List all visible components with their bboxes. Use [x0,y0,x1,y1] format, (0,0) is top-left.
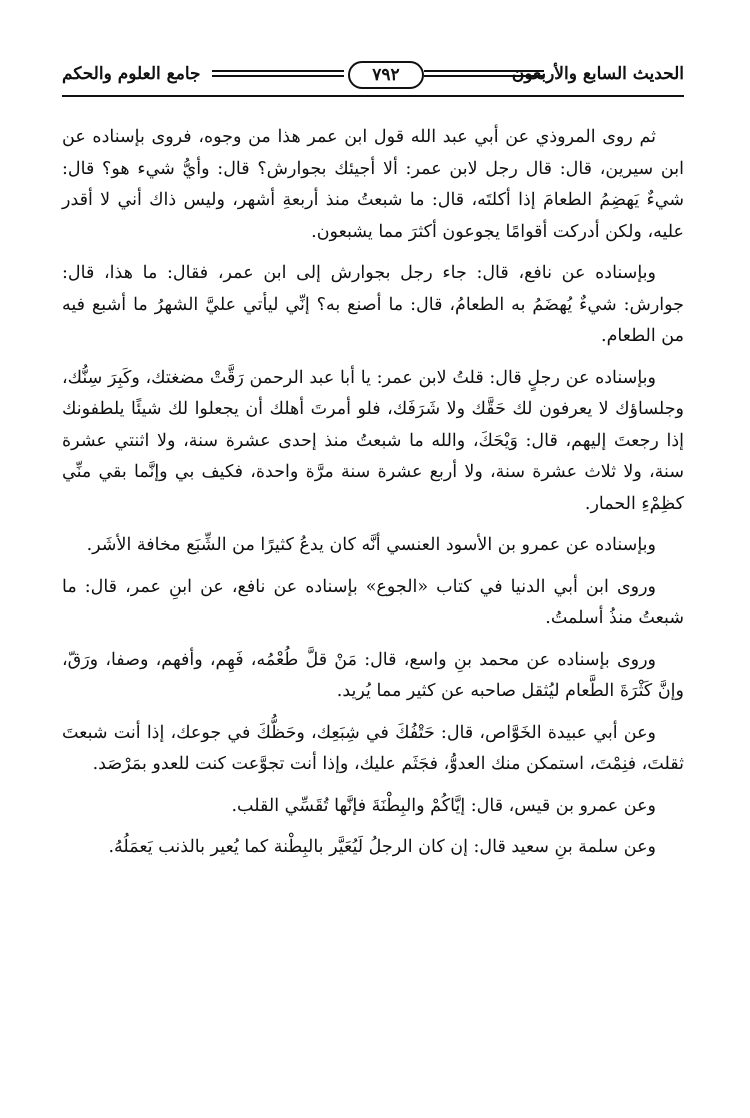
paragraph: وعن سلمة بنِ سعيد قال: إن كان الرجلُ لَيُعَيَّر بالبِطْنة كما يُعير بالذنب يَعمَلُهُ. [108,837,656,857]
header-double-rule-right [424,70,544,77]
body-text [62,122,684,874]
header-double-rule-left [212,70,344,77]
paragraph: وبإسناده عن رجلٍ قال: قلتُ لابن عمر: يا أبا عبد الرحمن رَقَّتْ مضغتك، وكَبِرَ سِنُّك، وجلساؤك لا يعرفون لك حَقَّك ولا شَرَفَك، فلو أمرتَ أهلك أن يجعلوا لك شيئًا يلطفونك إذا رجعتَ إليهم، قال: وَيْحَكَ، والله ما شبعتُ منذ إحدى عشرة سنة، ولا اثنتي عشرة سنة، ولا ثلاث عشرة سنة، ولا أربع عشرة سنة مرَّة واحدة، فكيف بي وإنَّما بقي منِّي كظِمْءِ الحمار. [62,367,684,514]
page-header [62,58,684,92]
chapter-title: الحديث السابع والأربعون [511,64,684,84]
paragraph: وروى بإسناده عن محمد بنِ واسع، قال: مَنْ قلَّ طُعْمُه، فَهِم، وأفهم، وصفا، ورَقّ، وإنَّ كَثْرَةَ الطَّعام ليُثقل صاحبه عن كثير مما يُريد. [62,649,684,701]
paragraph: وعن أبي عبيدة الخَوَّاص، قال: حَتْفُكَ في شِبَعِك، وحَظُّكَ في جوعك، إذا أنت شبعتَ ثقلتَ، فنِمْتَ، استمكن منك العدوُّ، فجَثَم عليك، وإذا أنت تجوَّعت كنت للعدو بمَرْصَد. [62,722,684,774]
book-title: جامع العلوم والحكم [62,64,201,84]
header-rule [62,95,684,97]
paragraph: وبإسناده عن نافع، قال: جاء رجل بجوارش إلى ابن عمر، فقال: ما هذا، قال: جوارش: شيءٌ يُهضَمُ به الطعامُ، قال: ما أصنع به؟ إنِّي ليأتي عليَّ الشهرُ ما أشبع فيه من الطعام. [62,263,684,346]
paragraph: وبإسناده عن عمرو بن الأسود العنسي أنَّه كان يدعُ كثيرًا من الشِّبَع مخافة الأشَر. [86,535,656,555]
paragraph: وعن عمرو بن قيس، قال: إيَّاكُمْ والبِطْنَةَ فإنَّها تُقَسِّي القلب. [231,795,656,816]
paragraph: ثم روى المروذي عن أبي عبد الله قول ابن عمر هذا من وجوه، فروى بإسناده عن ابن سيرين، قال: قال رجل لابن عمر: ألا أجيئك بجوارش؟ قال: وأيُّ شيء هو؟ قال: شيءٌ يَهضِمُ الطعامَ إذا أكلتَه، قال: ما شبعتُ منذ أربعةِ أشهر، وليس ذاك أني لا أقدر عليه، ولكن أدركت أقوامًا يجوعون أكثرَ مما يشبعون. [62,127,684,242]
paragraph: وروى ابن أبي الدنيا في كتاب «الجوع» بإسناده عن نافع، عن ابنِ عمر، قال: ما شبعتُ منذُ أسلمتُ. [62,576,684,628]
page-number: ٧٩٢ [348,61,424,89]
